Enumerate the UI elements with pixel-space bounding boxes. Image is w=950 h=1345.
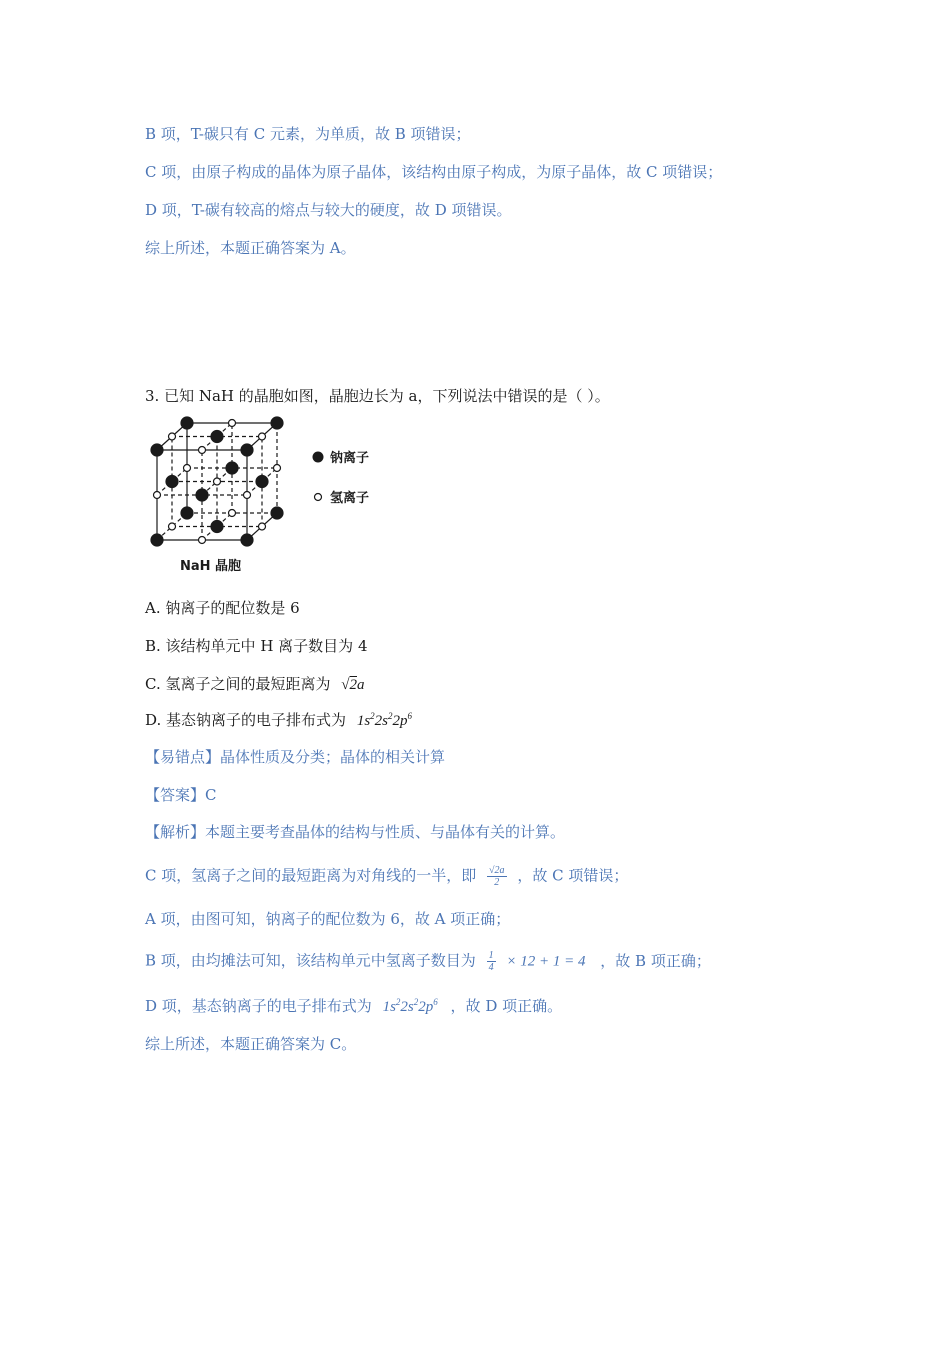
prev-summary: 综上所述，本题正确答案为 A。 [145, 239, 356, 257]
na-ion [256, 476, 268, 488]
explanation-text: 本题主要考查晶体的结构与性质、与晶体有关的计算。 [205, 823, 566, 841]
analysis-d-text: D 项，基态钠离子的电子排布式为 [145, 997, 372, 1015]
analysis-c-fraction: $\frac{√2a}{2}$ [489, 865, 505, 888]
unit-cell-diagram [140, 415, 400, 580]
na-ion [226, 462, 238, 474]
h-ion [274, 465, 281, 472]
analysis-d-config: $1s^22s^22p^6$ [382, 997, 438, 1015]
error-point-text: 晶体性质及分类；晶体的相关计算 [220, 748, 446, 766]
nah-unit-cell-figure [140, 415, 400, 584]
option-b: B. 该结构单元中 H 离子数目为 4 [145, 637, 368, 655]
h-ion [154, 492, 161, 499]
h-ion [229, 510, 236, 517]
na-ion [241, 534, 253, 546]
na-ion [181, 417, 193, 429]
error-point-label: 【易错点】 [145, 748, 221, 766]
option-d-config: $1s^22s^22p^6$ [356, 711, 412, 729]
h-ion [259, 523, 266, 530]
h-ion [244, 492, 251, 499]
option-c-math: √2a [341, 677, 365, 693]
explanation-label: 【解析】 [145, 823, 206, 841]
na-ion [181, 507, 193, 519]
analysis-c-text: C 项，氢离子之间的最短距离为对角线的一半，即 [145, 866, 477, 885]
analysis-summary: 综上所述，本题正确答案为 C。 [145, 1035, 357, 1053]
na-ion [166, 476, 178, 488]
h-ion [169, 523, 176, 530]
prev-option-b-analysis: B 项，T-碳只有 C 元素，为单质，故 B 项错误； [145, 125, 471, 143]
legend-h-dot [315, 494, 322, 501]
legend-na-label: 钠离子 [330, 451, 370, 466]
na-ion [271, 507, 283, 519]
answer-text: C [205, 786, 217, 804]
analysis-c-suffix: ，故 C 项错误； [517, 866, 629, 885]
option-d [145, 710, 412, 731]
analysis-b-text: B 项，由均摊法可知，该结构单元中氢离子数目为 [145, 951, 476, 970]
figure-caption: NaH 晶胞 [180, 559, 242, 574]
na-ion [151, 534, 163, 546]
na-ion [211, 431, 223, 443]
legend-h-label: 氢离子 [330, 491, 370, 506]
option-d-text: D. 基态钠离子的电子排布式为 [145, 711, 347, 729]
prev-option-d-analysis: D 项，T-碳有较高的熔点与较大的硬度，故 D 项错误。 [145, 201, 512, 219]
analysis-d-line [145, 996, 562, 1017]
option-c [145, 674, 365, 695]
legend-na-dot [313, 452, 324, 463]
h-ion [214, 478, 221, 485]
analysis-b-fraction: $\frac{1}{4}$ [488, 950, 494, 973]
option-a: A. 钠离子的配位数是 6 [145, 599, 300, 617]
h-ion [259, 433, 266, 440]
analysis-a-line: A 项，由图可知，钠离子的配位数为 6，故 A 项正确； [145, 910, 511, 928]
analysis-b-expression: × 12 + 1 = 4 [506, 953, 586, 970]
na-ion [196, 489, 208, 501]
analysis-d-suffix: ，故 D 项正确。 [450, 997, 563, 1015]
na-ion [271, 417, 283, 429]
explanation-line [145, 822, 565, 842]
na-ion [241, 444, 253, 456]
prev-option-c-analysis: C 项，由原子构成的晶体为原子晶体，该结构由原子构成，为原子晶体，故 C 项错误； [145, 163, 723, 181]
answer-label: 【答案】 [145, 786, 206, 804]
analysis-b-suffix: ，故 B 项正确； [600, 951, 711, 970]
error-point-line [145, 747, 445, 767]
option-c-text: C. 氢离子之间的最短距离为 [145, 675, 331, 693]
analysis-c-line [145, 865, 628, 888]
h-ion [229, 420, 236, 427]
h-ion [199, 447, 206, 454]
analysis-b-line [145, 950, 711, 973]
na-ion [211, 521, 223, 533]
question-stem: 3. 已知 NaH 的晶胞如图，晶胞边长为 a，下列说法中错误的是（ ）。 [145, 387, 610, 405]
h-ion [199, 537, 206, 544]
h-ion [184, 465, 191, 472]
na-ion [151, 444, 163, 456]
answer-line [145, 785, 217, 805]
h-ion [169, 433, 176, 440]
